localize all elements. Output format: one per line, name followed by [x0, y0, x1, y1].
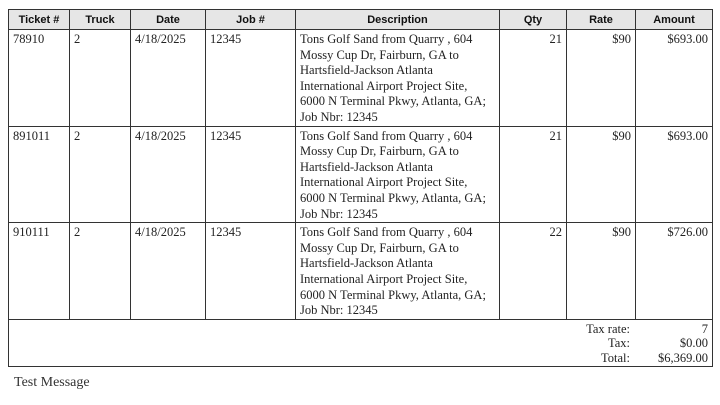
header-rate: Rate — [567, 10, 636, 30]
message-text: Test Message — [14, 375, 90, 390]
cell-description: Tons Golf Sand from Quarry , 604 Mossy Cup Dr, Fairburn, GA to Hartsfield-Jackson Atlanta International Airport Project Site, 6000 N Terminal Pkwy, Atlanta, GA; Job Nbr: 12345 — [296, 223, 500, 320]
cell-job: 12345 — [206, 30, 296, 127]
cell-truck: 2 — [70, 223, 131, 320]
tax-rate-value: 7 — [701, 321, 708, 336]
cell-ticket: 78910 — [9, 30, 70, 127]
cell-job: 12345 — [206, 223, 296, 320]
cell-description: Tons Golf Sand from Quarry , 604 Mossy Cup Dr, Fairburn, GA to Hartsfield-Jackson Atlanta International Airport Project Site, 6000 N Terminal Pkwy, Atlanta, GA; Job Nbr: 12345 — [296, 126, 500, 223]
header-description: Description — [296, 10, 500, 30]
table-row — [9, 30, 713, 127]
total-label: Total: — [601, 350, 630, 365]
cell-truck: 2 — [70, 126, 131, 223]
totals-cell — [9, 319, 713, 366]
cell-ticket: 910111 — [9, 223, 70, 320]
cell-qty: 22 — [500, 223, 567, 320]
cell-ticket: 891011 — [9, 126, 70, 223]
totals-summary — [586, 322, 708, 365]
cell-job: 12345 — [206, 126, 296, 223]
cell-qty: 21 — [500, 30, 567, 127]
cell-amount: $693.00 — [636, 30, 713, 127]
header-ticket: Ticket # — [9, 10, 70, 30]
header-row — [9, 10, 713, 30]
table-row — [9, 223, 713, 320]
cell-rate: $90 — [567, 30, 636, 127]
tax-rate-label: Tax rate: — [586, 321, 630, 336]
cell-date: 4/18/2025 — [131, 223, 206, 320]
cell-amount: $693.00 — [636, 126, 713, 223]
cell-date: 4/18/2025 — [131, 30, 206, 127]
invoice-table — [8, 9, 713, 367]
total-value: $6,369.00 — [658, 350, 708, 365]
header-truck: Truck — [70, 10, 131, 30]
cell-truck: 2 — [70, 30, 131, 127]
cell-rate: $90 — [567, 126, 636, 223]
table-row — [9, 126, 713, 223]
header-date: Date — [131, 10, 206, 30]
header-job: Job # — [206, 10, 296, 30]
totals-row — [9, 319, 713, 366]
cell-date: 4/18/2025 — [131, 126, 206, 223]
cell-amount: $726.00 — [636, 223, 713, 320]
tax-value: $0.00 — [679, 336, 708, 351]
cell-description: Tons Golf Sand from Quarry , 604 Mossy Cup Dr, Fairburn, GA to Hartsfield-Jackson Atlanta International Airport Project Site, 6000 N Terminal Pkwy, Atlanta, GA; Job Nbr: 12345 — [296, 30, 500, 127]
header-qty: Qty — [500, 10, 567, 30]
cell-qty: 21 — [500, 126, 567, 223]
cell-rate: $90 — [567, 223, 636, 320]
tax-label: Tax: — [607, 336, 630, 351]
header-amount: Amount — [636, 10, 713, 30]
